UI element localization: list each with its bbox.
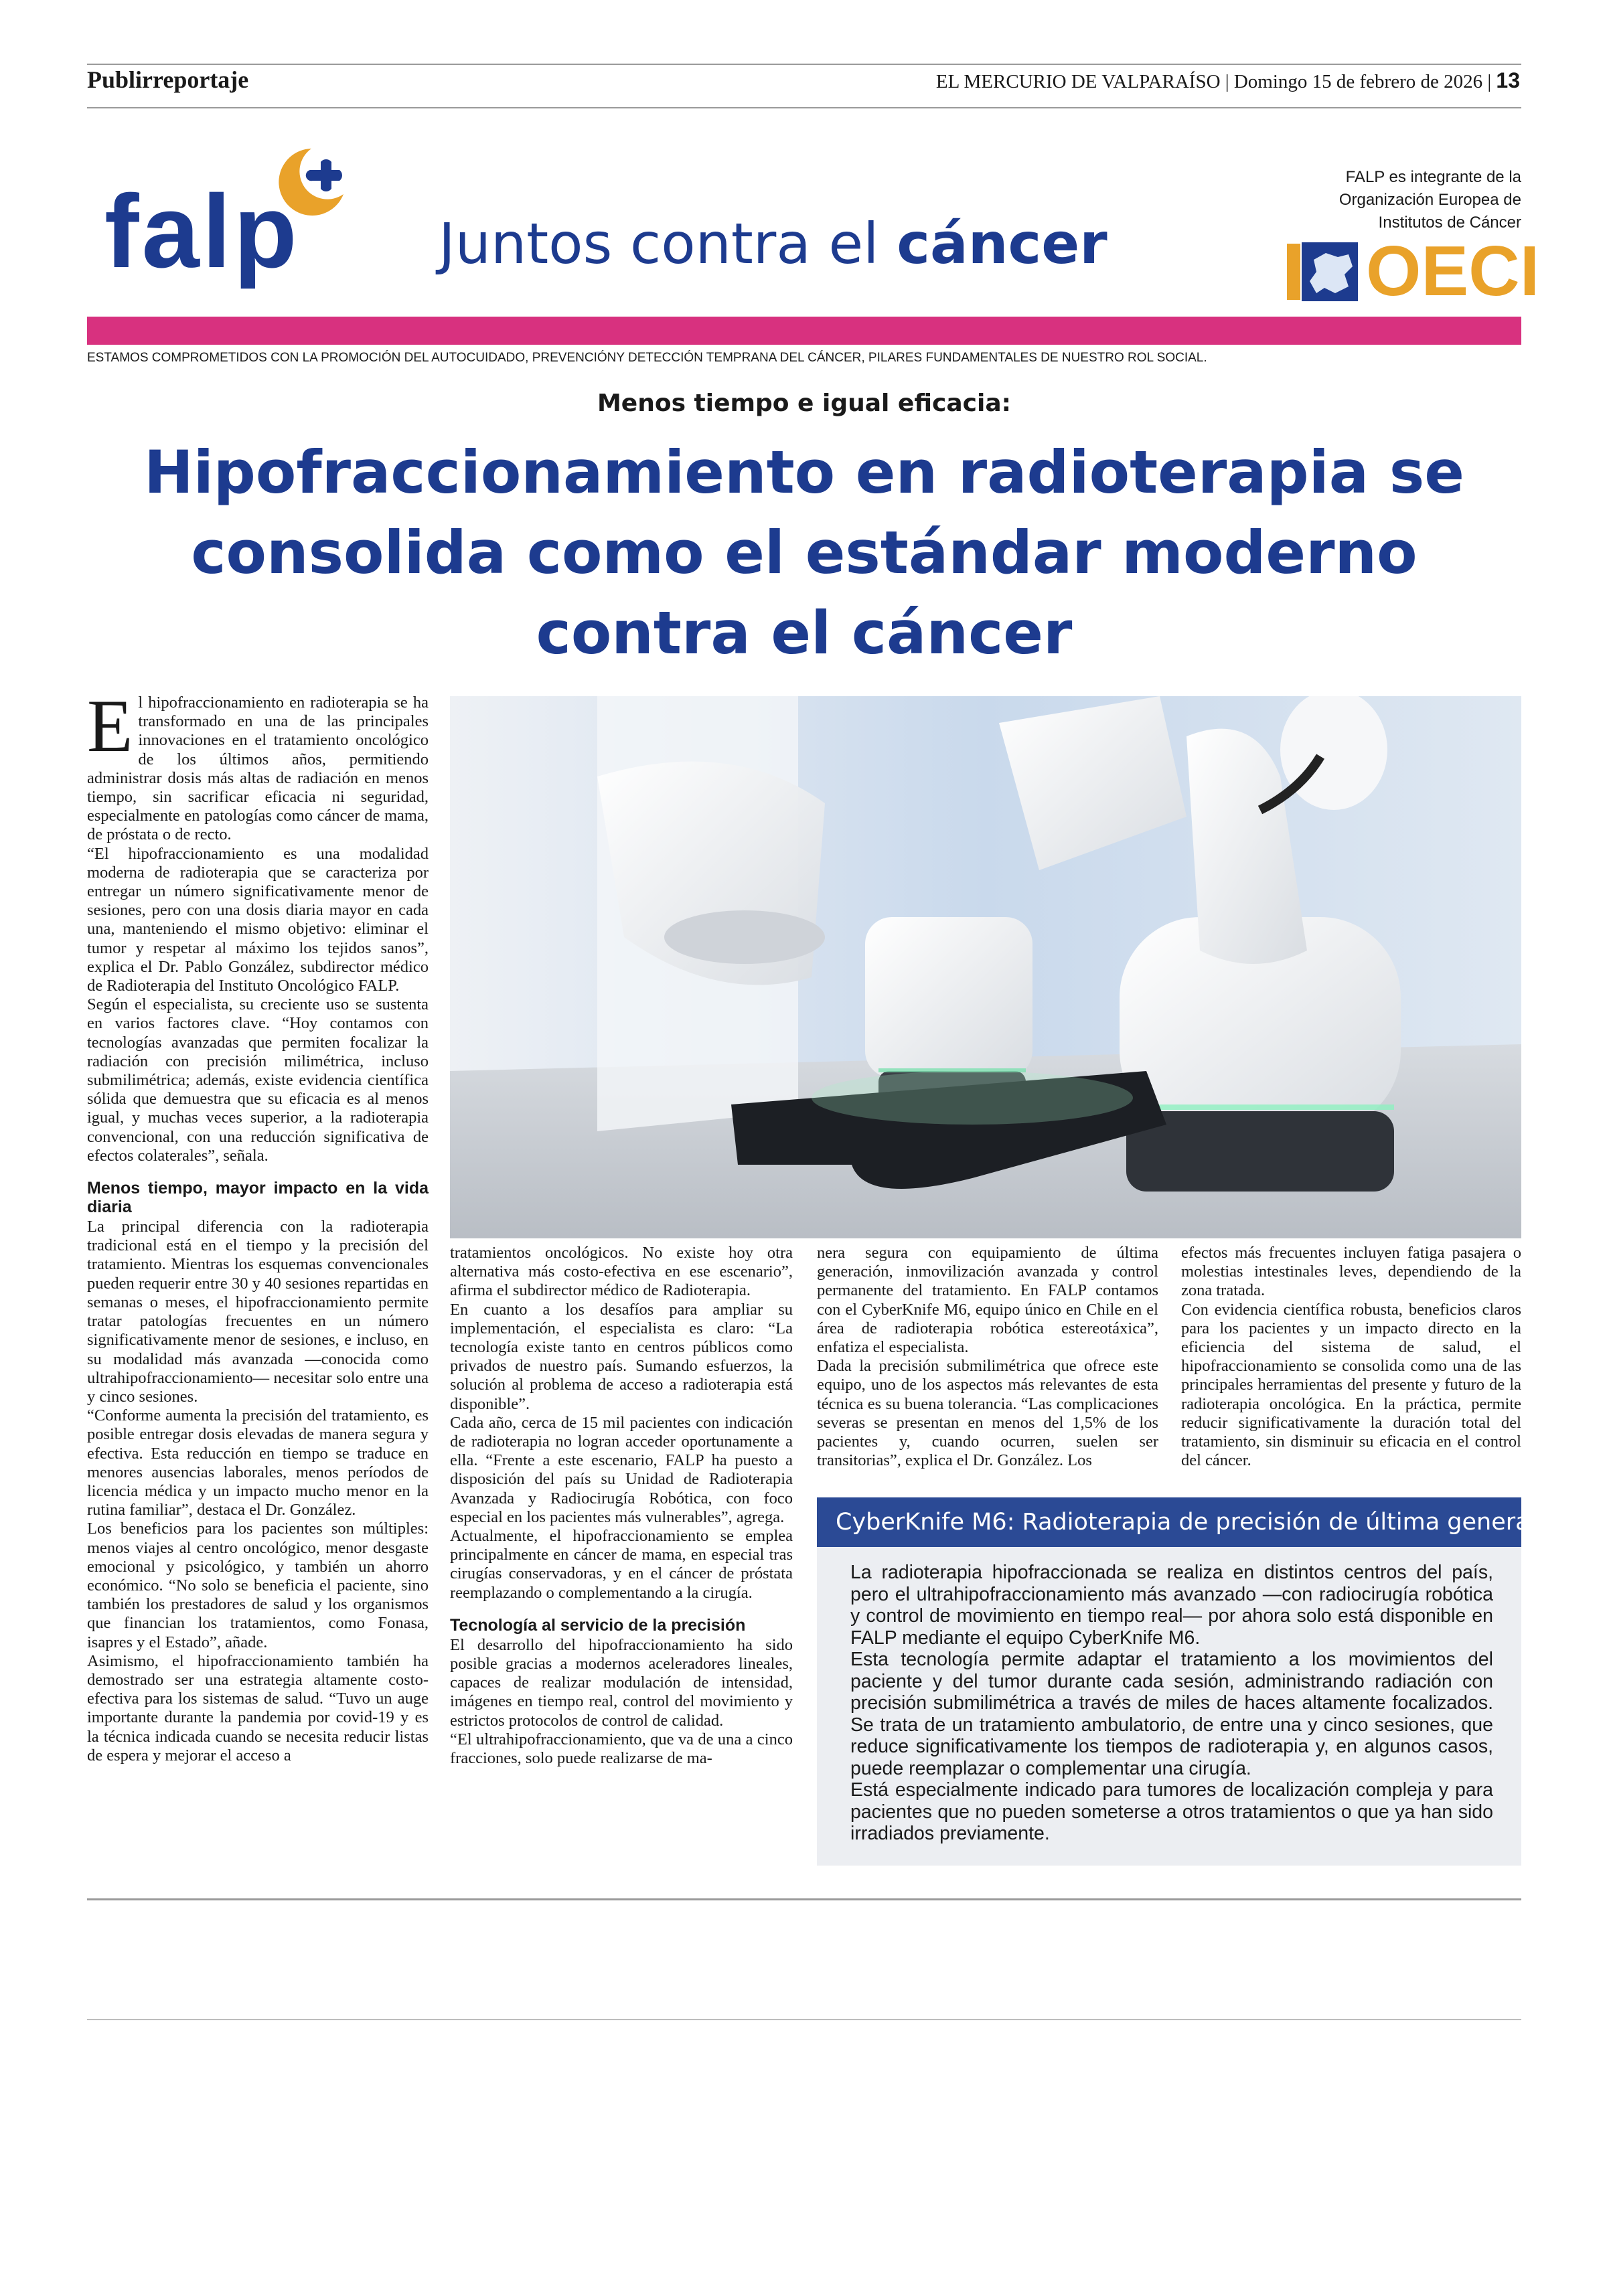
page-number: 13 (1496, 68, 1520, 92)
article-column-2 (450, 1244, 793, 1768)
article-paragraph: “El hipofraccionamiento es una modalidad moderna de radioterapia que se caracteriza por entregar un número significativamente menor de sesiones, pero con una dosis diaria mayor en cada una, manteniendo el mismo objetivo: eliminar el tumor y respetar al máximo los tejidos sanos”, explica el Dr. Pablo González, subdirector médico de Radioterapia del Instituto Oncológico FALP. (87, 844, 429, 995)
masthead-info: EL MERCURIO DE VALPARAÍSO | Domingo 15 de febrero de 2026 | 13 (935, 68, 1520, 92)
oeci-logo: OECI (1366, 232, 1540, 311)
issue-date: Domingo 15 de febrero de 2026 (1233, 71, 1483, 92)
sidebar-box-title: CyberKnife M6: Radioterapia de precisión de última generación (817, 1497, 1521, 1547)
article-paragraph: “El ultrahipofraccionamiento, que va de una a cinco fracciones, solo puede realizarse de ma- (450, 1730, 793, 1768)
brand-tagline (439, 211, 1107, 276)
article-column-3 (817, 1244, 1158, 1470)
subheading: Menos tiempo, mayor impacto en la vida diaria (87, 1179, 429, 1217)
article-paragraph: l hipofraccionamiento en radioterapia se ha transformado en una de las principales innovaciones en el tratamiento oncológico de los últimos años, permitiendo administrar dosis más altas de radiación en menos tiempo, sin sacrificar eficacia ni seguridad, especialmente en patologías como cáncer de mama, de próstata o de recto. (87, 693, 429, 844)
bottom-rule (87, 1898, 1521, 1900)
article-paragraph: tratamientos oncológicos. No existe hoy otra alternativa más costo-efectiva en ese escenario”, afirma el subdirector médico de Radioterapia. (450, 1244, 793, 1300)
article-paragraph: Según el especialista, su creciente uso se sustenta en varios factores clave. “Hoy contamos con tecnologías avanzadas que permiten focalizar la radiación con precisión milimétrica, incluso submilimétrica; además, existe evidencia científica sólida que demuestra que su eficacia es al menos igual, y muchas veces superior, a la radioterapia convencional, con una reducción significativa de efectos colaterales”, señala. (87, 995, 429, 1165)
article-paragraph: Asimismo, el hipofraccionamiento también ha demostrado ser una estrategia altamente costo-efectiva para los sistemas de salud. “Tuvo un auge importante durante la pandemia por covid-19 y es la técnica indicada cuando se necesita reducir listas de espera y mejorar el acceso a (87, 1651, 429, 1765)
brand-color-bar (87, 317, 1521, 345)
article-paragraph: nera segura con equipamiento de última generación, inmovilización avanzada y control permanente del tratamiento. En FALP contamos con el CyberKnife M6, equipo único en Chile en el área de radioterapia robótica estereotáxica”, enfatiza el especialista. (817, 1244, 1158, 1357)
article-paragraph: Cada año, cerca de 15 mil pacientes con indicación de radioterapia no logran acceder oportunamente a ella. “Frente a este escenario, FALP ha puesto a disposición del país su Unidad de Radioterapia Avanzada y Radiocirugía Robótica, con foco especial en los pacientes más vulnerables”, agrega. (450, 1413, 793, 1526)
top-rule (87, 64, 1521, 65)
article-paragraph: El desarrollo del hipofraccionamiento ha sido posible gracias a modernos aceleradores lineales, capaces de realizar modulación de intensidad, imágenes en tiempo real, control del movimiento y estrictos protocolos de control de calidad. (450, 1635, 793, 1730)
sidebar-paragraph: Está especialmente indicado para tumores de localización compleja y para pacientes que no pueden someterse a otros tratamientos o que ya han sido irradiados previamente. (850, 1779, 1493, 1844)
article-paragraph: Dada la precisión submilimétrica que ofrece este equipo, uno de los aspectos más relevantes de esta técnica es su buena tolerancia. “Las complicaciones severas se presentan en menos del 1,5% de los pacientes y, cuando ocurren, suelen ser transitorias”, explica el Dr. González. Los (817, 1357, 1158, 1470)
tagline-start: Juntos contra el (439, 211, 879, 276)
oeci-note: FALP es integrante de la Organización Europea de Institutos de Cáncer (1338, 168, 1521, 232)
tagline-bold: cáncer (897, 211, 1107, 276)
cyberknife-photo (450, 696, 1521, 1238)
footer-rule (87, 2019, 1521, 2020)
article-paragraph: Con evidencia científica robusta, beneficios claros para los pacientes y un impacto directo en la eficiencia del sistema de salud, el hipofraccionamiento se consolida como una de las principales herramientas del presente y futuro de la radioterapia oncológica. En la práctica, permite reducir significativamente la duración total del tratamiento, sin disminuir su eficacia en el control del cáncer. (1181, 1300, 1521, 1470)
article-paragraph: efectos más frecuentes incluyen fatiga pasajera o molestias intestinales leves, dependiendo de la zona tratada. (1181, 1244, 1521, 1300)
article-headline: Hipofraccionamiento en radioterapia se consolida como el estándar moderno contra el cáncer (144, 438, 1464, 667)
sidebar-paragraph: Esta tecnología permite adaptar el tratamiento a los movimientos del paciente y del tumor durante cada sesión, administrando radiación con precisión submilimétrica a través de miles de haces altamente focalizados. Se trata de un tratamiento ambulatorio, de entre una y cinco sesiones, que reduce significativamente los tiempos de radioterapia y, en algunos casos, puede reemplazar o complementar una cirugía. (850, 1649, 1493, 1779)
article-kicker: Menos tiempo e igual eficacia: (597, 390, 1012, 417)
article-paragraph: “Conforme aumenta la precisión del tratamiento, es posible entregar dosis elevadas de manera segura y efectiva. Esta reducción en tiempo se traduce en menores ausencias laborales, menos períodos de licencia médica y un impacto mucho menor en la rutina familiar”, destaca el Dr. González. (87, 1406, 429, 1520)
article-column-4 (1181, 1244, 1521, 1470)
mission-statement: ESTAMOS COMPROMETIDOS CON LA PROMOCIÓN DEL AUTOCUIDADO, PREVENCIÓNY DETECCIÓN TEMPRANA DEL CÁNCER, PILARES FUNDAMENTALES DE NUESTRO ROL SOCIAL. (87, 351, 1207, 365)
cyberknife-illustration-icon (450, 696, 1521, 1238)
sidebar-box-body (850, 1562, 1493, 1845)
europe-map-icon (1287, 240, 1359, 304)
newspaper-name: EL MERCURIO DE VALPARAÍSO (935, 71, 1221, 92)
section-label: Publirreportaje (87, 66, 249, 93)
article-paragraph: Actualmente, el hipofraccionamiento se emplea principalmente en cáncer de mama, en especial tras cirugías conservadoras, y en el cáncer de próstata reemplazando o complementando a la cirugía. (450, 1527, 793, 1602)
sidebar-paragraph: La radioterapia hipofraccionada se realiza en distintos centros del país, pero el ultrahipofraccionamiento más avanzado —con radiocirugía robótica y control de movimiento en tiempo real— por ahora solo está disponible en FALP mediante el equipo CyberKnife M6. (850, 1562, 1493, 1649)
falp-logo: falp (104, 173, 300, 289)
header-rule (87, 107, 1521, 108)
article-paragraph: En cuanto a los desafíos para ampliar su implementación, el especialista es claro: “La tecnología existe tanto en centros públicos como privados de nuestro país. Sumando esfuerzos, la solución al problema de acceso a radioterapia está disponible”. (450, 1300, 793, 1413)
article-paragraph: Los beneficios para los pacientes son múltiples: menos viajes al centro oncológico, menor desgaste emocional y psicológico, y también un ahorro económico. “No solo se beneficia el paciente, sino también los prestadores de salud y los organismos que financian los tratamientos, como Fonasa, isapres y el Estado”, añade. (87, 1520, 429, 1651)
subheading: Tecnología al servicio de la precisión (450, 1615, 746, 1635)
article-paragraph: La principal diferencia con la radioterapia tradicional está en el tiempo y la precisión del tratamiento. Mientras los esquemas convencionales pueden requerir entre 30 y 40 sesiones repartidas en semanas o meses, el hipofraccionamiento permite tratar patologías frecuentes en un número significativamente menor de sesiones, e incluso, en su modalidad más avanzada —conocida como ultrahipofraccionamiento— necesitar solo entre una y cinco sesiones. (87, 1218, 429, 1406)
drop-cap: E (87, 685, 133, 768)
article-column-1 (87, 685, 429, 1765)
